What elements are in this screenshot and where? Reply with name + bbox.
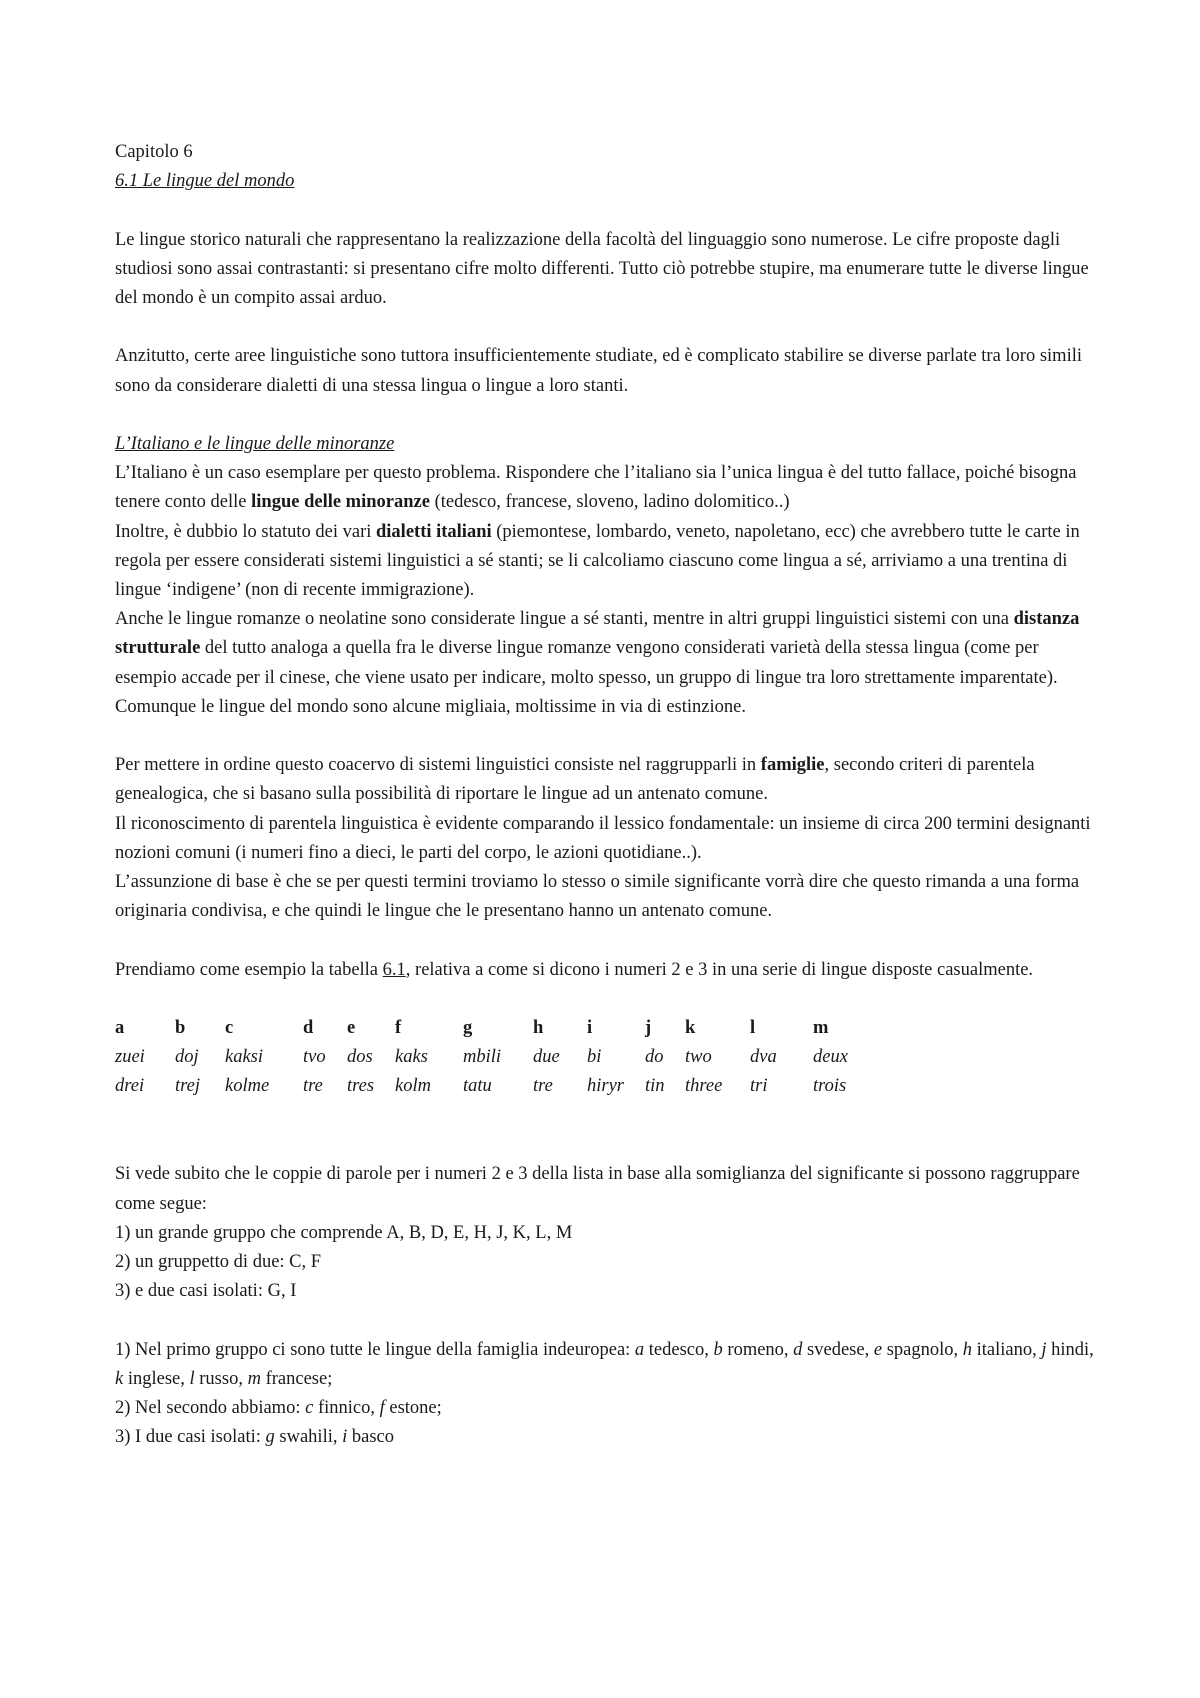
list-text: finnico, [313,1397,380,1418]
language-letter: c [305,1397,314,1418]
paragraph-2: Anzitutto, certe aree linguistiche sono tuttora insufficientemente studiate, ed è complicato stabilire se diverse parlate tra loro simili sono da considerare dialetti di una stessa lingua o lingue a loro stanti. [115,346,1082,396]
table-column-header: e [347,1018,356,1038]
section-title [115,167,1095,196]
table-cell: zuei [115,1047,145,1068]
list-text: 3) I due casi isolati: [115,1427,266,1448]
list-text: basco [347,1427,394,1448]
list-text: tedesco, [644,1339,714,1360]
list-item: 3) e due casi isolati: G, I [115,1281,297,1302]
table-cell: two [685,1047,712,1068]
paragraph-1: Le lingue storico naturali che rappresentano la realizzazione della facoltà del linguaggio sono numerose. Le cifre proposte dagli studiosi sono assai contrastanti: si presentano cifre molto differenti. Tutto ciò potrebbe stupire, ma enumerare tutte le diverse lingue del mondo è un compito assai arduo. [115,229,1089,308]
table-column-header: l [750,1018,756,1038]
language-letter: i [342,1427,348,1448]
table-column-header: j [645,1018,652,1038]
table-cell: dva [750,1047,777,1068]
table-column-header: k [685,1018,696,1038]
table-cell: tvo [303,1047,326,1068]
section-title-text: 6.1 Le lingue del mondo [115,171,295,192]
chapter-heading: Capitolo 6 [115,142,193,162]
table-cell: dos [347,1047,373,1068]
bold-term: famiglie [760,755,825,776]
list-text: hindi, [1046,1339,1094,1360]
language-letter: k [115,1368,124,1389]
subheading-text: L’Italiano e le lingue delle minoranze [115,433,395,454]
table-column-header: m [813,1018,829,1038]
table-cell: trois [813,1076,847,1097]
list2-item-3 [115,1423,1095,1452]
paragraph-9: L’assunzione di base è che se per questi termini troviamo lo stesso o simile significante vorrà dire che questo rimanda a una forma originaria condivisa, e che quindi le lingue che le presentano hanno un antenato comune. [115,872,1080,922]
table-cell: three [685,1076,723,1097]
table-cell: hiryr [587,1076,624,1097]
table-cell: tri [750,1076,768,1097]
table-column-header: d [303,1018,314,1038]
language-letter: l [189,1368,195,1389]
list-text: italiano, [972,1339,1042,1360]
table-column-header: i [587,1018,593,1038]
table-column-header: h [533,1018,544,1038]
paragraph-3: L’Italiano è un caso esemplare per questo problema. Rispondere che l’italiano sia l’unica lingua è del tutto fallace, poiché bisogna tenere conto delle lingue delle minoranze (tedesco, francese, sloveno, ladino dolomitico..) [115,463,1077,513]
list-text: 2) Nel secondo abbiamo: [115,1397,306,1418]
table-cell: tres [347,1076,375,1097]
table-column-header: c [225,1018,234,1038]
language-letter: d [793,1339,803,1360]
paragraph-8: Il riconoscimento di parentela linguistica è evidente comparando il lessico fondamentale: un insieme di circa 200 termini designanti nozioni comuni (i numeri fino a dieci, le parti del corpo, le azioni quotidiane..). [115,813,1091,863]
table-cell: deux [813,1047,848,1068]
table-cell: mbili [463,1047,502,1068]
table-column-header: g [463,1018,473,1038]
subheading [115,430,1095,459]
list-text: russo, [194,1368,248,1389]
list-item: 1) un grande gruppo che comprende A, B, D, E, H, J, K, L, M [115,1222,573,1243]
table-cell: tatu [463,1076,492,1097]
paragraph-7: Per mettere in ordine questo coacervo di sistemi linguistici consiste nel raggrupparli in famiglie, secondo criteri di parentela genealogica, che si basano sulla possibilità di riportare le lingue ad un antenato comune. [115,755,1035,805]
table-cell: doj [175,1047,199,1068]
list-item: 2) un gruppetto di due: C, F [115,1251,322,1272]
numbers-table [115,1014,1095,1102]
table-column-header: b [175,1018,186,1038]
list-text: svedese, [802,1339,874,1360]
document-content [115,138,1095,1452]
language-letter: f [379,1397,385,1418]
table-cell: tre [533,1076,553,1097]
list-text: 1) Nel primo gruppo ci sono tutte le lingue della famiglia indeuropea: [115,1339,635,1360]
list2-item-1 [115,1336,1095,1394]
list2-item-2 [115,1394,1095,1423]
table-cell: trej [175,1076,201,1097]
table-cell: kolme [225,1076,270,1097]
table-cell: kaks [395,1047,428,1068]
table-reference: 6.1 [382,959,406,980]
language-letter: m [247,1368,261,1389]
language-letter: a [634,1339,645,1360]
language-letter: b [713,1339,723,1360]
table-cell: due [533,1047,560,1068]
table-column-header: a [115,1018,125,1038]
paragraph-10: Prendiamo come esempio la tabella 6.1, relativa a come si dicono i numeri 2 e 3 in una serie di lingue disposte casualmente. [115,959,1034,980]
paragraph-5: Anche le lingue romanze o neolatine sono considerate lingue a sé stanti, mentre in altri gruppi linguistici sistemi con una distanza strutturale del tutto analoga a quella fra le diverse lingue romanze vengono considerati varietà della stessa lingua (come per esempio accade per il cinese, che viene usato per indicare, molto spesso, un gruppo di lingue tra loro strettamente imparentate). [115,609,1080,688]
bold-term: lingue delle minoranze [251,492,430,513]
paragraph-4: Inoltre, è dubbio lo statuto dei vari dialetti italiani (piemontese, lombardo, veneto, napoletano, ecc) che avrebbero tutte le carte in regola per essere considerati sistemi linguistici a sé stanti; se li calcoliamo ciascuno come lingua a sé, arriviamo a una trentina di lingue ‘indigene’ (non di recente immigrazione). [115,521,1080,600]
list-text: swahili, [274,1427,343,1448]
paragraph-6: Comunque le lingue del mondo sono alcune migliaia, moltissime in via di estinzione. [115,696,746,717]
paragraph-11: Si vede subito che le coppie di parole per i numeri 2 e 3 della lista in base alla somiglianza del significante si possono raggruppare come segue: [115,1164,1080,1214]
bold-term: dialetti italiani [376,521,492,542]
table-cell: bi [587,1047,602,1068]
list-text: estone; [384,1397,442,1418]
table-cell: kolm [395,1076,431,1097]
list-text: spagnolo, [882,1339,963,1360]
list-text: francese; [260,1368,333,1389]
language-letter: e [873,1339,883,1360]
language-letter: g [265,1427,275,1448]
table-cell: do [645,1047,664,1068]
table-column-header: f [395,1018,402,1038]
list-text: inglese, [123,1368,190,1389]
table-cell: tin [645,1076,665,1097]
bold-term: distanza strutturale [115,609,1080,659]
table-cell: kaksi [225,1047,264,1068]
table-cell: tre [303,1076,323,1097]
language-letter: h [962,1339,972,1360]
language-letter: j [1041,1339,1047,1360]
list-text: romeno, [722,1339,794,1360]
table-cell: drei [115,1076,145,1097]
